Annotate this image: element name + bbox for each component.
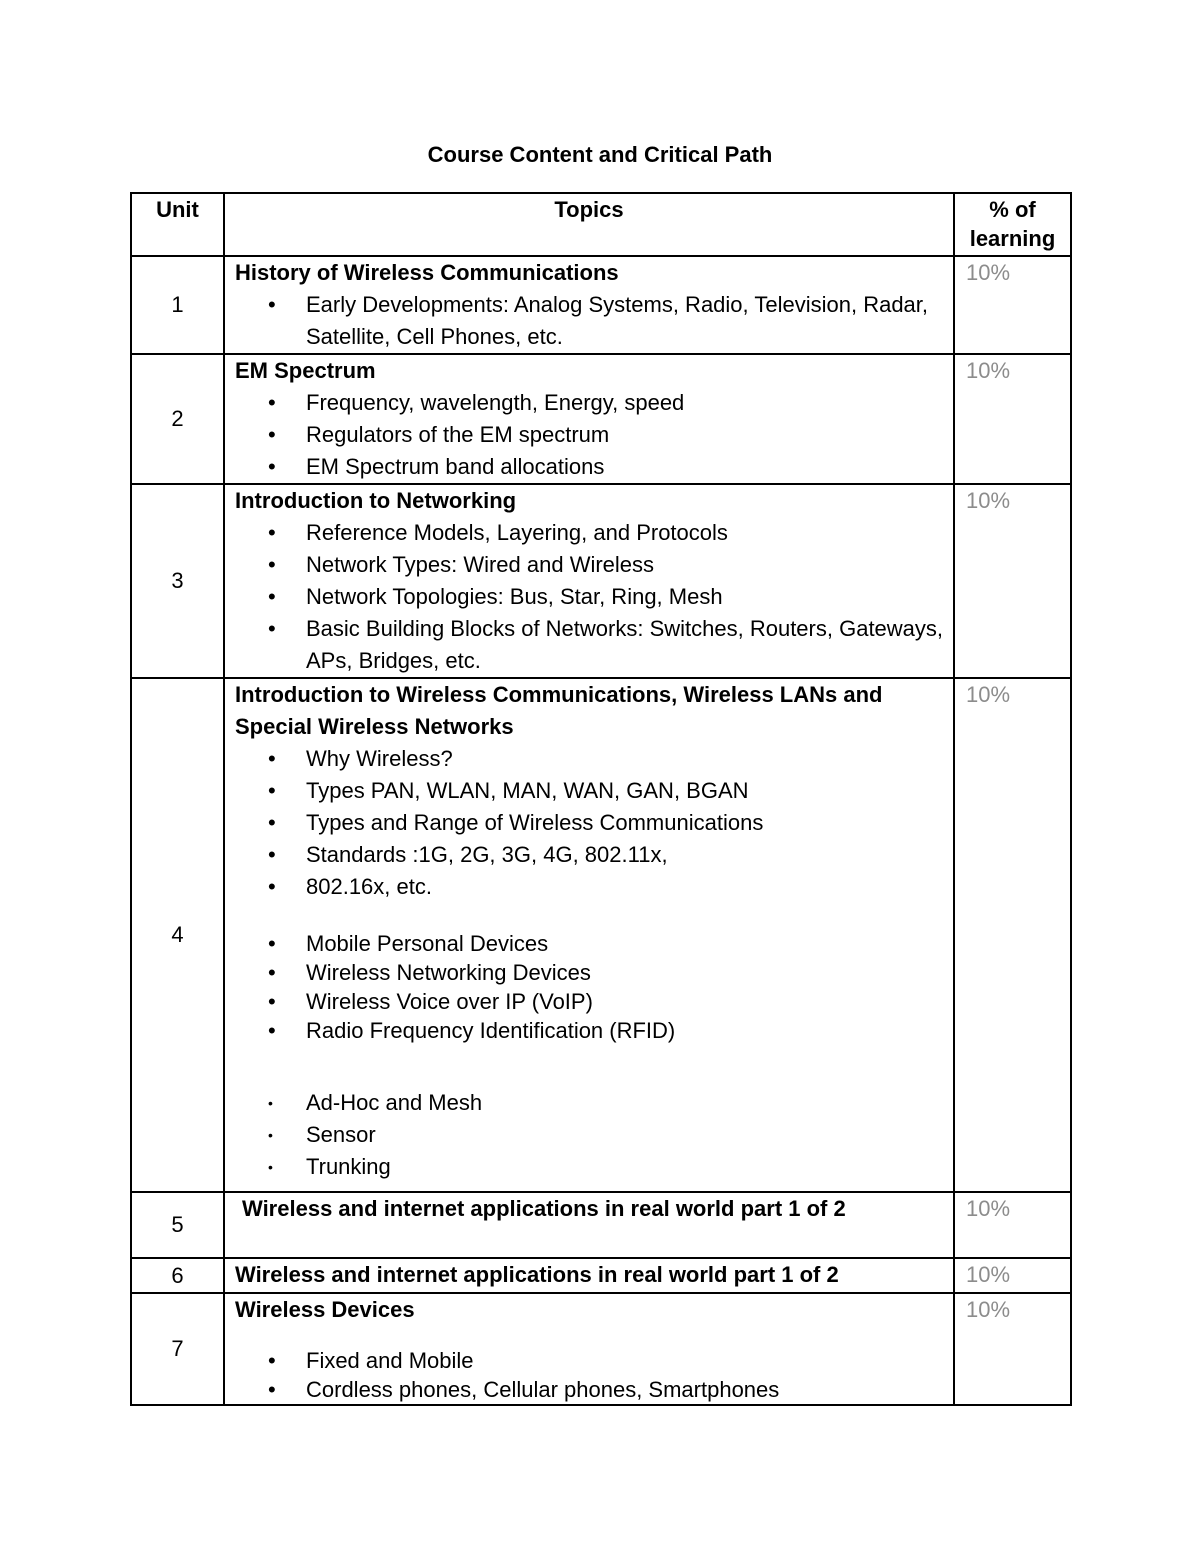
unit-number: 5 bbox=[131, 1192, 224, 1258]
unit-number: 3 bbox=[131, 484, 224, 678]
topic-title: Wireless and internet applications in real world part 1 of 2 bbox=[235, 1262, 839, 1287]
topic-bullets bbox=[235, 743, 945, 903]
list-item: • Why Wireless? bbox=[235, 743, 945, 775]
header-pct-line1: % of bbox=[989, 197, 1036, 222]
topic-bullets bbox=[235, 289, 945, 353]
list-item: • Reference Models, Layering, and Protocols bbox=[235, 517, 945, 549]
pct-of-learning: 10% bbox=[954, 354, 1071, 484]
pct-of-learning: 10% bbox=[954, 256, 1071, 354]
topic-bullets bbox=[235, 387, 945, 483]
list-item: • Trunking bbox=[235, 1151, 945, 1183]
topic-title: EM Spectrum bbox=[235, 358, 376, 383]
list-item: • Ad-Hoc and Mesh bbox=[235, 1087, 945, 1119]
table-row bbox=[131, 1192, 1071, 1258]
list-item: • Wireless Voice over IP (VoIP) bbox=[235, 987, 945, 1016]
topics-cell bbox=[224, 354, 954, 484]
table-row bbox=[131, 484, 1071, 678]
pct-of-learning: 10% bbox=[954, 484, 1071, 678]
topic-title: Wireless Devices bbox=[235, 1297, 415, 1322]
table-row bbox=[131, 678, 1071, 1192]
topics-cell bbox=[224, 256, 954, 354]
pct-of-learning: 10% bbox=[954, 678, 1071, 1192]
list-item: • Fixed and Mobile bbox=[235, 1346, 945, 1375]
topic-bullets bbox=[235, 1346, 945, 1404]
table-row bbox=[131, 1258, 1071, 1293]
list-item: • Network Types: Wired and Wireless bbox=[235, 549, 945, 581]
list-item: • Types PAN, WLAN, MAN, WAN, GAN, BGAN bbox=[235, 775, 945, 807]
pct-of-learning: 10% bbox=[954, 1293, 1071, 1405]
course-content-table bbox=[130, 192, 1072, 1406]
topics-cell bbox=[224, 484, 954, 678]
topic-title: Introduction to Networking bbox=[235, 488, 517, 513]
list-item: • Sensor bbox=[235, 1119, 945, 1151]
list-item: • Wireless Networking Devices bbox=[235, 958, 945, 987]
list-item: • Regulators of the EM spectrum bbox=[235, 419, 945, 451]
unit-number: 1 bbox=[131, 256, 224, 354]
unit-number: 4 bbox=[131, 678, 224, 1192]
table-row bbox=[131, 1293, 1071, 1405]
list-item: • Frequency, wavelength, Energy, speed bbox=[235, 387, 945, 419]
pct-of-learning: 10% bbox=[954, 1192, 1071, 1258]
list-item: • Network Topologies: Bus, Star, Ring, Mesh bbox=[235, 581, 945, 613]
unit-number: 6 bbox=[131, 1258, 224, 1293]
list-item: • Standards :1G, 2G, 3G, 4G, 802.11x, bbox=[235, 839, 945, 871]
topics-cell bbox=[224, 1258, 954, 1293]
list-item: • Early Developments: Analog Systems, Radio, Television, Radar, Satellite, Cell Phones, etc. bbox=[235, 289, 945, 353]
header-topics: Topics bbox=[224, 193, 954, 256]
list-item: • 802.16x, etc. bbox=[235, 871, 945, 903]
header-pct-line2: learning bbox=[969, 226, 1056, 251]
topic-title: History of Wireless Communications bbox=[235, 260, 619, 285]
list-item: • Radio Frequency Identification (RFID) bbox=[235, 1016, 945, 1045]
pct-of-learning: 10% bbox=[954, 1258, 1071, 1293]
table-header-row bbox=[131, 193, 1071, 256]
topics-cell bbox=[224, 1192, 954, 1258]
topic-title: Introduction to Wireless Communications, Wireless LANs and Special Wireless Networks bbox=[235, 682, 883, 739]
header-unit: Unit bbox=[131, 193, 224, 256]
table-row bbox=[131, 256, 1071, 354]
page-title: Course Content and Critical Path bbox=[427, 142, 773, 167]
header-pct-of-learning bbox=[954, 193, 1071, 256]
list-item: • Types and Range of Wireless Communications bbox=[235, 807, 945, 839]
list-item: • Cordless phones, Cellular phones, Smartphones bbox=[235, 1375, 945, 1404]
table-row bbox=[131, 354, 1071, 484]
topic-bullets bbox=[235, 517, 945, 677]
topics-cell bbox=[224, 1293, 954, 1405]
topic-bullets bbox=[235, 929, 945, 1045]
list-item: • Mobile Personal Devices bbox=[235, 929, 945, 958]
topics-cell bbox=[224, 678, 954, 1192]
unit-number: 7 bbox=[131, 1293, 224, 1405]
topic-bullets bbox=[235, 1087, 945, 1183]
unit-number: 2 bbox=[131, 354, 224, 484]
topic-title: Wireless and internet applications in real world part 1 of 2 bbox=[242, 1196, 846, 1221]
list-item: • EM Spectrum band allocations bbox=[235, 451, 945, 483]
list-item: • Basic Building Blocks of Networks: Switches, Routers, Gateways, APs, Bridges, etc. bbox=[235, 613, 945, 677]
